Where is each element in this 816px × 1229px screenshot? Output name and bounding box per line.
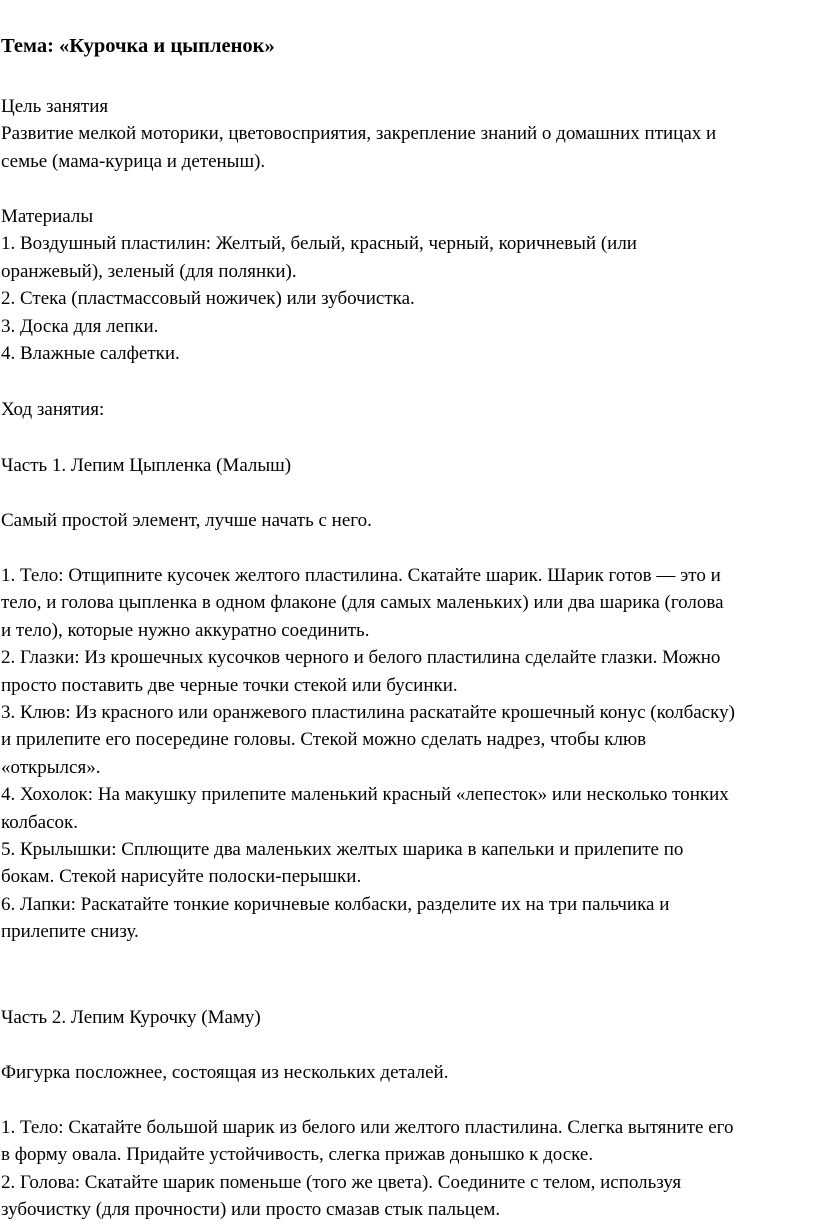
- part1-step-line: колбасок.: [1, 811, 79, 833]
- part1-intro-block: [1, 507, 815, 534]
- part1-step-line: 4. Хохолок: На макушку прилепите маленький красный «лепесток» или несколько тонких: [1, 784, 729, 806]
- goal-line: семье (мама-курица и детеныш).: [1, 150, 266, 172]
- part1-step-line: тело, и голова цыпленка в одном флаконе (для самых маленьких) или два шарика (голова: [1, 592, 724, 614]
- part1-step-line: 2. Глазки: Из крошечных кусочков черного и белого пластилина сделайте глазки. Можно: [1, 647, 721, 669]
- part2-step-line: зубочистку (для прочности) или просто смазав стык пальцем.: [1, 1199, 501, 1221]
- part2-heading: Часть 2. Лепим Курочку (Маму): [1, 1007, 261, 1028]
- part1-step-line: 6. Лапки: Раскатайте тонкие коричневые колбаски, разделите их на три пальчика и: [1, 893, 670, 915]
- materials-section: [1, 203, 815, 367]
- part1-step-line: просто поставить две черные точки стекой или бусинки.: [1, 674, 458, 696]
- part1-heading: Часть 1. Лепим Цыпленка (Малыш): [1, 455, 292, 476]
- part2-steps: [1, 1114, 815, 1224]
- part1-step-line: 1. Тело: Отщипните кусочек желтого пластилина. Скатайте шарик. Шарик готов — это и: [1, 565, 721, 586]
- part1-step-line: 5. Крылышки: Сплющите два маленьких желтых шарика в капельки и прилепите по: [1, 838, 684, 860]
- part1-step-line: и прилепите его посередине головы. Стекой можно сделать надрез, чтобы клюв: [1, 729, 647, 751]
- part2-step-line: 2. Голова: Скатайте шарик поменьше (того же цвета). Соедините с телом, используя: [1, 1171, 682, 1193]
- part1-step-line: и тело), которые нужно аккуратно соединить.: [1, 619, 370, 641]
- part2-step-line: 1. Тело: Скатайте большой шарик из белого или желтого пластилина. Слегка вытяните его: [1, 1117, 734, 1138]
- goal-heading: Цель занятия: [1, 96, 109, 117]
- part2-heading-block: [1, 1004, 815, 1031]
- part1-steps: [1, 562, 815, 945]
- goal-section: [1, 93, 815, 175]
- part2-intro: Фигурка посложнее, состоящая из нескольких деталей.: [1, 1062, 449, 1083]
- page-title: Тема: «Курочка и цыпленок»: [1, 35, 275, 57]
- part1-heading-block: [1, 452, 815, 479]
- goal-line: Развитие мелкой моторики, цветовосприятия, закрепление знаний о домашних птицах и: [1, 123, 717, 145]
- materials-heading: Материалы: [1, 206, 94, 227]
- materials-line: оранжевый), зеленый (для полянки).: [1, 260, 297, 282]
- part1-step-line: «открылся».: [1, 756, 101, 778]
- materials-line: 2. Стека (пластмассовый ножичек) или зубочистка.: [1, 288, 415, 310]
- materials-line: 1. Воздушный пластилин: Желтый, белый, красный, черный, коричневый (или: [1, 233, 637, 255]
- part1-step-line: 3. Клюв: Из красного или оранжевого пластилина раскатайте крошечный конус (колбаску): [1, 701, 735, 723]
- progress-heading: Ход занятия:: [1, 399, 105, 420]
- part2-intro-block: [1, 1059, 815, 1086]
- progress-section: [1, 396, 815, 423]
- part1-intro: Самый простой элемент, лучше начать с него.: [1, 510, 372, 531]
- part1-step-line: бокам. Стекой нарисуйте полоски-перышки.: [1, 866, 362, 888]
- materials-line: 3. Доска для лепки.: [1, 315, 159, 337]
- part1-step-line: прилепите снизу.: [1, 921, 139, 943]
- part2-step-line: в форму овала. Придайте устойчивость, слегка прижав донышко к доске.: [1, 1144, 594, 1166]
- materials-line: 4. Влажные салфетки.: [1, 342, 180, 364]
